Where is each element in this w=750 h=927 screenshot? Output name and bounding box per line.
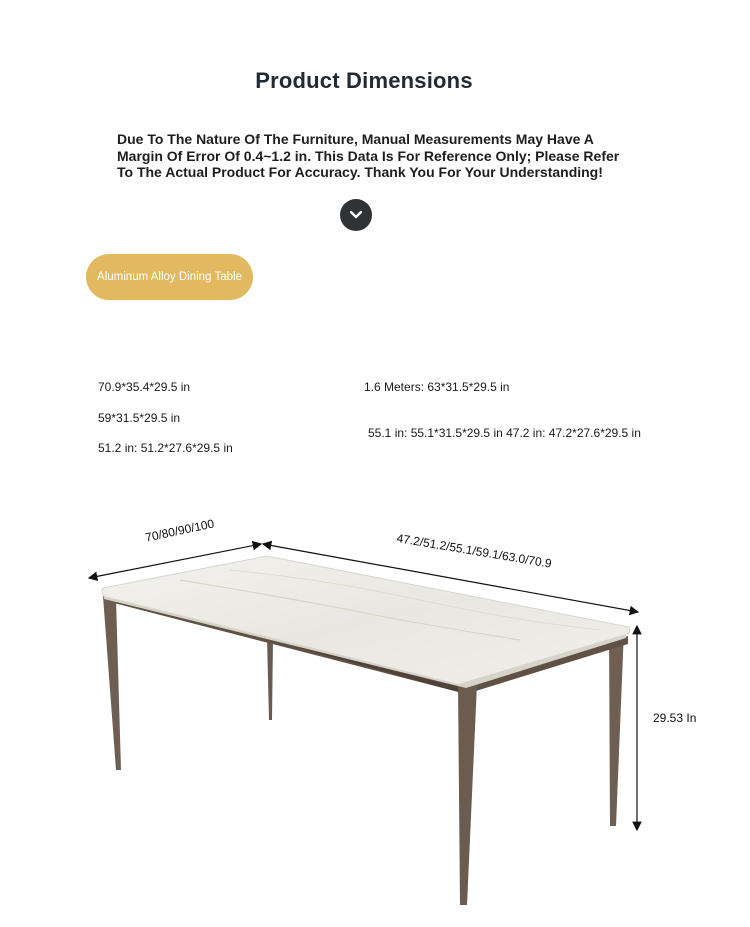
measurement-notice: Due To The Nature Of The Furniture, Manual Measurements May Have A Margin Of Error Of 0.4~1.2 in. This Data Is For Reference Only; Please Refer To The Actual Product For Accuracy. Thank You For Your Understanding! <box>117 131 620 180</box>
size-option: 59*31.5*29.5 in <box>98 411 181 425</box>
table-leg <box>267 638 273 720</box>
size-option: 55.1 in: 55.1*31.5*29.5 in 47.2 in: 47.2*27.6*29.5 in <box>368 426 641 440</box>
height-label: 29.53 In <box>653 711 697 725</box>
size-option: 70.9*35.4*29.5 in <box>98 380 191 394</box>
size-option: 1.6 Meters: 63*31.5*29.5 in <box>364 380 510 394</box>
page-title: Product Dimensions <box>255 68 473 93</box>
table-leg <box>103 596 121 770</box>
size-option: 51.2 in: 51.2*27.6*29.5 in <box>98 441 233 455</box>
product-type-label: Aluminum Alloy Dining Table <box>97 271 242 283</box>
table-leg <box>458 684 477 905</box>
length-label: 47.2/51.2/55.1/59.1/63.0/70.9 <box>395 531 553 571</box>
table-leg <box>609 630 624 826</box>
width-label: 70/80/90/100 <box>144 516 216 545</box>
